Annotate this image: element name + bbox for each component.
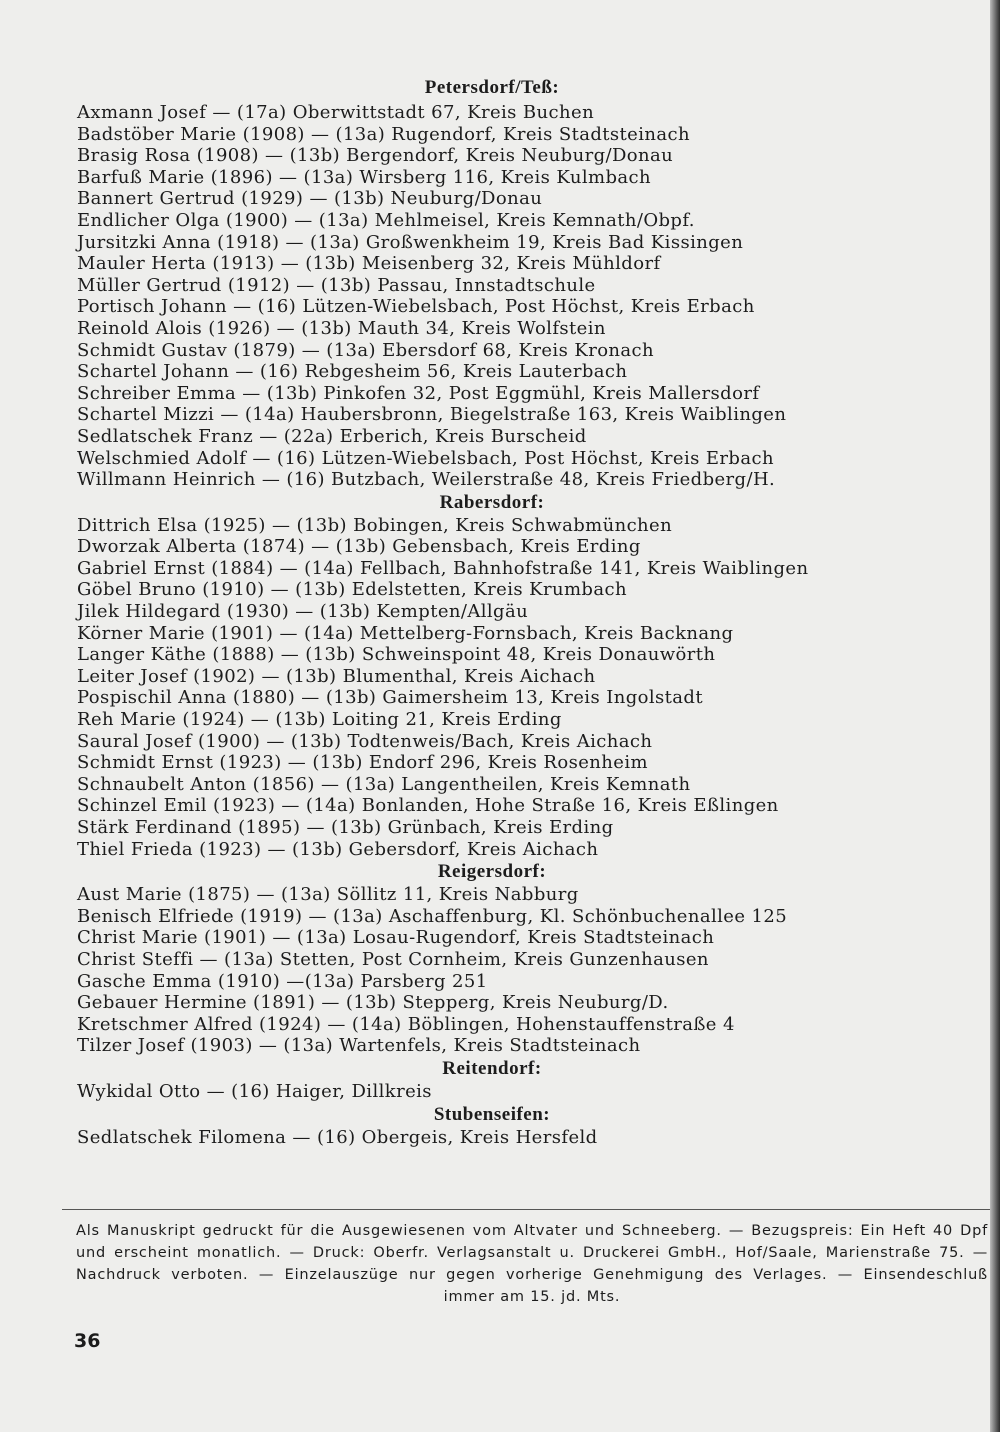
list-item: Sedlatschek Franz — (22a) Erberich, Kreis Burscheid bbox=[77, 425, 587, 447]
list-item: Schmidt Gustav (1879) — (13a) Ebersdorf 68, Kreis Kronach bbox=[77, 339, 655, 361]
list-item: Aust Marie (1875) — (13a) Söllitz 11, Kreis Nabburg bbox=[77, 884, 579, 906]
list-item: Reinold Alois (1926) — (13b) Mauth 34, Kreis Wolfstein bbox=[77, 317, 606, 339]
list-item: Benisch Elfriede (1919) — (13a) Aschaffenburg, Kl. Schönbuchenallee 125 bbox=[77, 905, 788, 927]
page-number: 36 bbox=[74, 1330, 101, 1352]
list-item: Gebauer Hermine (1891) — (13b) Stepperg, Kreis Neuburg/D. bbox=[77, 992, 669, 1014]
list-item: Thiel Frieda (1923) — (13b) Gebersdorf, Kreis Aichach bbox=[77, 838, 599, 860]
list-item: Christ Marie (1901) — (13a) Losau-Rugendorf, Kreis Stadtsteinach bbox=[77, 927, 715, 949]
list-item: Schmidt Ernst (1923) — (13b) Endorf 296, Kreis Rosenheim bbox=[77, 752, 648, 774]
list-item: Portisch Johann — (16) Lützen-Wiebelsbach, Post Höchst, Kreis Erbach bbox=[77, 296, 755, 318]
list-item: Axmann Josef — (17a) Oberwittstadt 67, Kreis Buchen bbox=[77, 102, 595, 123]
list-item: Pospischil Anna (1880) — (13b) Gaimersheim 13, Kreis Ingolstadt bbox=[77, 687, 703, 709]
list-item: Göbel Bruno (1910) — (13b) Edelstetten, Kreis Krumbach bbox=[77, 579, 627, 601]
section-reitendorf bbox=[77, 1057, 977, 1103]
list-item: Jilek Hildegard (1930) — (13b) Kempten/Allgäu bbox=[77, 601, 529, 623]
list-item: Müller Gertrud (1912) — (13b) Passau, Innstadtschule bbox=[77, 274, 596, 296]
section-stubenseifen bbox=[77, 1103, 977, 1149]
section-heading: Rabersdorf: bbox=[439, 491, 545, 513]
list-item: Badstöber Marie (1908) — (13a) Rugendorf, Kreis Stadtsteinach bbox=[77, 123, 690, 145]
section-heading: Reitendorf: bbox=[442, 1057, 542, 1079]
list-item: Gabriel Ernst (1884) — (14a) Fellbach, Bahnhofstraße 141, Kreis Waiblingen bbox=[77, 557, 809, 579]
list-item: Körner Marie (1901) — (14a) Mettelberg-Fornsbach, Kreis Backnang bbox=[77, 622, 734, 644]
section-heading: Petersdorf/Teß: bbox=[424, 77, 560, 98]
list-item: Dworzak Alberta (1874) — (13b) Gebensbach, Kreis Erding bbox=[77, 536, 641, 558]
list-item: Bannert Gertrud (1929) — (13b) Neuburg/Donau bbox=[77, 188, 543, 210]
footer-divider bbox=[62, 1209, 990, 1210]
list-item: Dittrich Elsa (1925) — (13b) Bobingen, Kreis Schwabmünchen bbox=[77, 514, 673, 536]
list-item: Brasig Rosa (1908) — (13b) Bergendorf, Kreis Neuburg/Donau bbox=[77, 145, 674, 167]
list-item: Stärk Ferdinand (1895) — (13b) Grünbach, Kreis Erding bbox=[77, 817, 614, 838]
list-item: Schinzel Emil (1923) — (14a) Bonlanden, Hohe Straße 16, Kreis Eßlingen bbox=[77, 795, 779, 817]
list-item: Christ Steffi — (13a) Stetten, Post Cornheim, Kreis Gunzenhausen bbox=[77, 948, 709, 970]
list-item: Jursitzki Anna (1918) — (13a) Großwenkheim 19, Kreis Bad Kissingen bbox=[77, 231, 744, 253]
list-item: Langer Käthe (1888) — (13b) Schweinspoint 48, Kreis Donauwörth bbox=[77, 644, 716, 666]
list-item: Schnaubelt Anton (1856) — (13a) Langentheilen, Kreis Kemnath bbox=[77, 773, 691, 795]
list-item: Saural Josef (1900) — (13b) Todtenweis/Bach, Kreis Aichach bbox=[77, 730, 653, 752]
section-petersdorf bbox=[77, 76, 977, 491]
list-item: Kretschmer Alfred (1924) — (14a) Böblingen, Hohenstauffenstraße 4 bbox=[77, 1013, 735, 1035]
list-item: Welschmied Adolf — (16) Lützen-Wiebelsbach, Post Höchst, Kreis Erbach bbox=[77, 447, 774, 469]
list-item: Schartel Johann — (16) Rebgesheim 56, Kreis Lauterbach bbox=[77, 361, 628, 383]
list-item: Wykidal Otto — (16) Haiger, Dillkreis bbox=[77, 1080, 432, 1102]
list-item: Leiter Josef (1902) — (13b) Blumenthal, Kreis Aichach bbox=[77, 665, 596, 687]
section-heading: Stubenseifen: bbox=[433, 1103, 551, 1125]
section-heading: Reigersdorf: bbox=[437, 861, 547, 883]
list-item: Endlicher Olga (1900) — (13a) Mehlmeisel, Kreis Kemnath/Obpf. bbox=[77, 209, 695, 231]
list-item: Willmann Heinrich — (16) Butzbach, Weilerstraße 48, Kreis Friedberg/H. bbox=[77, 469, 776, 491]
address-list bbox=[77, 76, 977, 1148]
section-rabersdorf bbox=[77, 491, 977, 861]
page-edge-shadow bbox=[990, 0, 1000, 1432]
list-item: Reh Marie (1924) — (13b) Loiting 21, Kreis Erding bbox=[77, 709, 562, 731]
list-item: Schartel Mizzi — (14a) Haubersbronn, Biegelstraße 163, Kreis Waiblingen bbox=[77, 404, 787, 426]
section-reigersdorf bbox=[77, 860, 977, 1057]
list-item: Gasche Emma (1910) —(13a) Parsberg 251 bbox=[77, 970, 488, 992]
list-item: Mauler Herta (1913) — (13b) Meisenberg 32, Kreis Mühldorf bbox=[77, 253, 661, 275]
list-item: Tilzer Josef (1903) — (13a) Wartenfels, Kreis Stadtsteinach bbox=[77, 1035, 641, 1057]
list-item: Schreiber Emma — (13b) Pinkofen 32, Post Eggmühl, Kreis Mallersdorf bbox=[77, 382, 760, 404]
list-item: Barfuß Marie (1896) — (13a) Wirsberg 116, Kreis Kulmbach bbox=[77, 166, 651, 188]
list-item: Sedlatschek Filomena — (16) Obergeis, Kreis Hersfeld bbox=[77, 1126, 598, 1148]
imprint-footer: Als Manuskript gedruckt für die Ausgewiesenen vom Altvater und Schneeberg. — Bezugspreis: Ein Heft 40 Dpf und erscheint monatlich. — Druck: Oberfr. Verlagsanstalt u. Druckerei GmbH., Hof/Saale, Marienstraße 75. — Nachdruck verboten. — Einzelauszüge nur gegen vorherige Genehmigung des Verlages. — Einsendeschluß immer am 15. jd. Mts. bbox=[76, 1223, 988, 1305]
